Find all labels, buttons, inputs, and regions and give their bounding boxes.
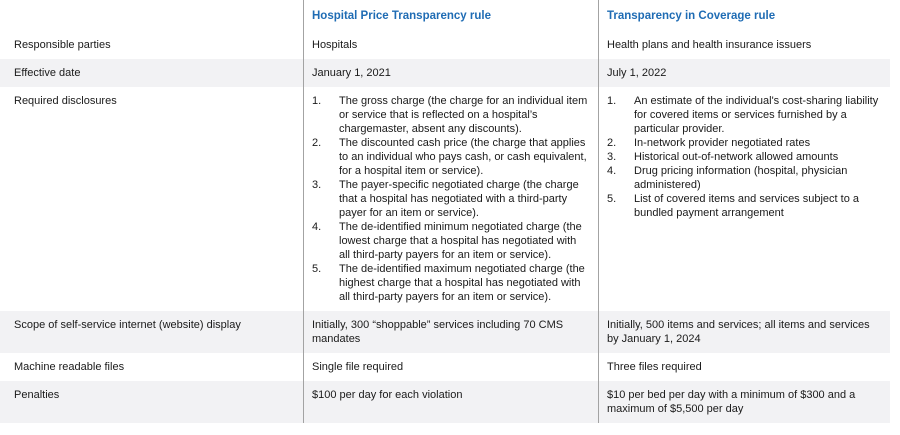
list-item: An estimate of the individual's cost-sharing liability for covered items or services furnished by a particular provider. (634, 95, 879, 135)
list-item: The gross charge (the charge for an individual item or service that is reflected on a hospital’s chargemaster, absent any discounts). (339, 95, 588, 135)
table-row-machine-readable-files (0, 353, 890, 381)
table-row-penalties (0, 381, 890, 423)
list-item: Historical out-of-network allowed amounts (634, 151, 839, 163)
list-item: In-network provider negotiated rates (634, 137, 811, 149)
tic-value: July 1, 2022 (598, 59, 890, 87)
row-label: Penalties (0, 381, 303, 423)
list-item: The discounted cash price (the charge that applies to an individual who pays cash, or cash equivalent, for a hospital item or service). (339, 137, 587, 177)
list-item: The de-identified minimum negotiated charge (the lowest charge that a hospital has negotiated with all third-party payers for an item or service). (339, 221, 582, 261)
header-hospital-price-transparency: Hospital Price Transparency rule (303, 0, 598, 31)
tic-value: $10 per bed per day with a minimum of $300 and a maximum of $5,500 per day (598, 381, 890, 423)
row-label: Machine readable files (14, 361, 125, 373)
list-item: Drug pricing information (hospital, physician administered) (634, 165, 848, 191)
hpt-value: January 1, 2021 (303, 59, 598, 87)
list-item: List of covered items and services subject to a bundled payment arrangement (634, 193, 859, 219)
hpt-value: Hospitals (303, 31, 598, 59)
table-row-scope-of-display (0, 311, 890, 353)
table-header-row (0, 0, 890, 31)
header-cell-empty (0, 0, 303, 31)
tic-value (598, 87, 890, 311)
hpt-value: $100 per day for each violation (303, 381, 598, 423)
tic-disclosures-list (607, 94, 880, 220)
hpt-value: Initially, 300 “shoppable” services including 70 CMS mandates (303, 311, 598, 353)
hpt-value (303, 87, 598, 311)
list-item: The de-identified maximum negotiated charge (the highest charge that a hospital has negotiated with all third-party payers for an item or service). (339, 263, 585, 303)
row-label: Effective date (0, 59, 303, 87)
list-item: The payer-specific negotiated charge (the charge that a hospital has negotiated with a third-party payer for an item or service). (339, 179, 579, 219)
row-label: Responsible parties (14, 39, 111, 51)
header-transparency-in-coverage: Transparency in Coverage rule (598, 0, 890, 31)
tic-value: Initially, 500 items and services; all items and services by January 1, 2024 (598, 311, 890, 353)
row-label: Scope of self-service internet (website) display (0, 311, 303, 353)
row-label: Required disclosures (14, 95, 117, 107)
table-row-required-disclosures (0, 87, 890, 311)
table-row-effective-date (0, 59, 890, 87)
hpt-value: Single file required (303, 353, 598, 381)
table-row-responsible-parties (0, 31, 890, 59)
tic-value: Health plans and health insurance issuers (598, 31, 890, 59)
tic-value: Three files required (598, 353, 890, 381)
hpt-disclosures-list (312, 94, 588, 304)
